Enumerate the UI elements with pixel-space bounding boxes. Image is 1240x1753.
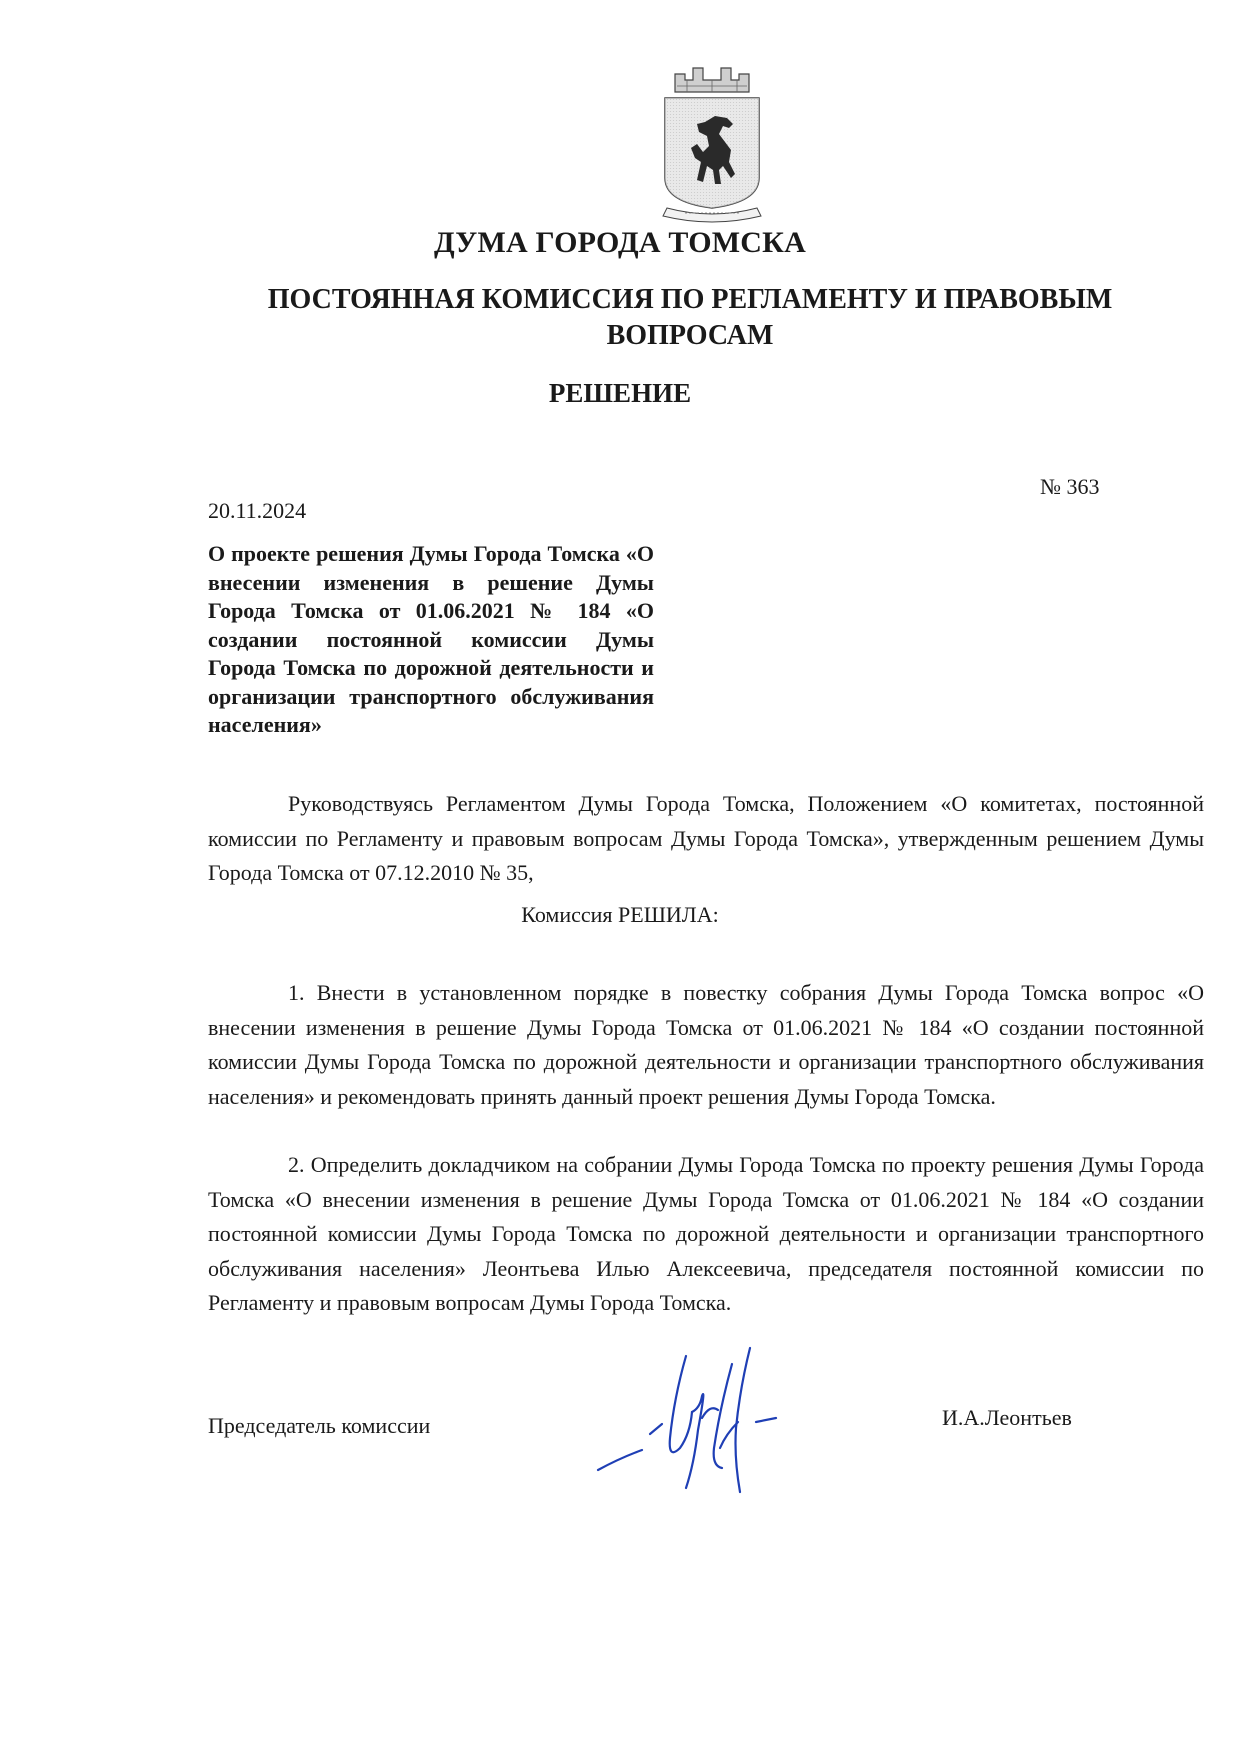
preamble-paragraph: Руководствуясь Регламентом Думы Города Томска, Положением «О комитетах, постоянной комиссии по Регламенту и правовым вопросам Думы Города Томска», утвержденным решением Думы Города Томска от 07.12.2010 № 35, <box>208 791 1204 885</box>
signatory-name: И.А.Леонтьев <box>942 1405 1072 1430</box>
tomsk-coat-of-arms-icon <box>657 62 767 227</box>
resolved-heading: Комиссия РЕШИЛА: <box>521 902 719 927</box>
resolution-item-2: 2. Определить докладчиком на собрании Думы Города Томска по проекту решения Думы Города Томска «О внесении изменения в решение Думы Города Томска от 01.06.2021 № 184 «О создании постоянной комиссии Думы Города Томска по дорожной деятельности и организации транспортного обслуживания населения» Леонтьева Илью Алексеевича, председателя постоянной комиссии по Регламенту и правовым вопросам Думы Города Томска. <box>208 1152 1204 1315</box>
document-subject: О проекте решения Думы Города Томска «О внесении изменения в решение Думы Города Томска от 01.06.2021 № 184 «О создании постоянной комиссии Думы Города Томска по дорожной деятельности и организации транспортного обслуживания населения» <box>208 541 654 737</box>
organization-name: ДУМА ГОРОДА ТОМСКА <box>434 226 806 259</box>
document-number: № 363 <box>1040 474 1100 499</box>
signatory-title: Председатель комиссии <box>208 1413 431 1438</box>
resolution-item-1: 1. Внести в установленном порядке в повестку собрания Думы Города Томска вопрос «О внесении изменения в решение Думы Города Томска от 01.06.2021 № 184 «О создании постоянной комиссии Думы Города Томска по дорожной деятельности и организации транспортного обслуживания населения» и рекомендовать принять данный проект решения Думы Города Томска. <box>208 980 1204 1109</box>
document-date: 20.11.2024 <box>208 498 307 523</box>
document-type: РЕШЕНИЕ <box>548 378 692 408</box>
handwritten-signature-icon <box>590 1338 820 1498</box>
commission-name: ПОСТОЯННАЯ КОМИССИЯ ПО РЕГЛАМЕНТУ И ПРАВОВЫМ ВОПРОСАМ <box>267 284 1113 351</box>
